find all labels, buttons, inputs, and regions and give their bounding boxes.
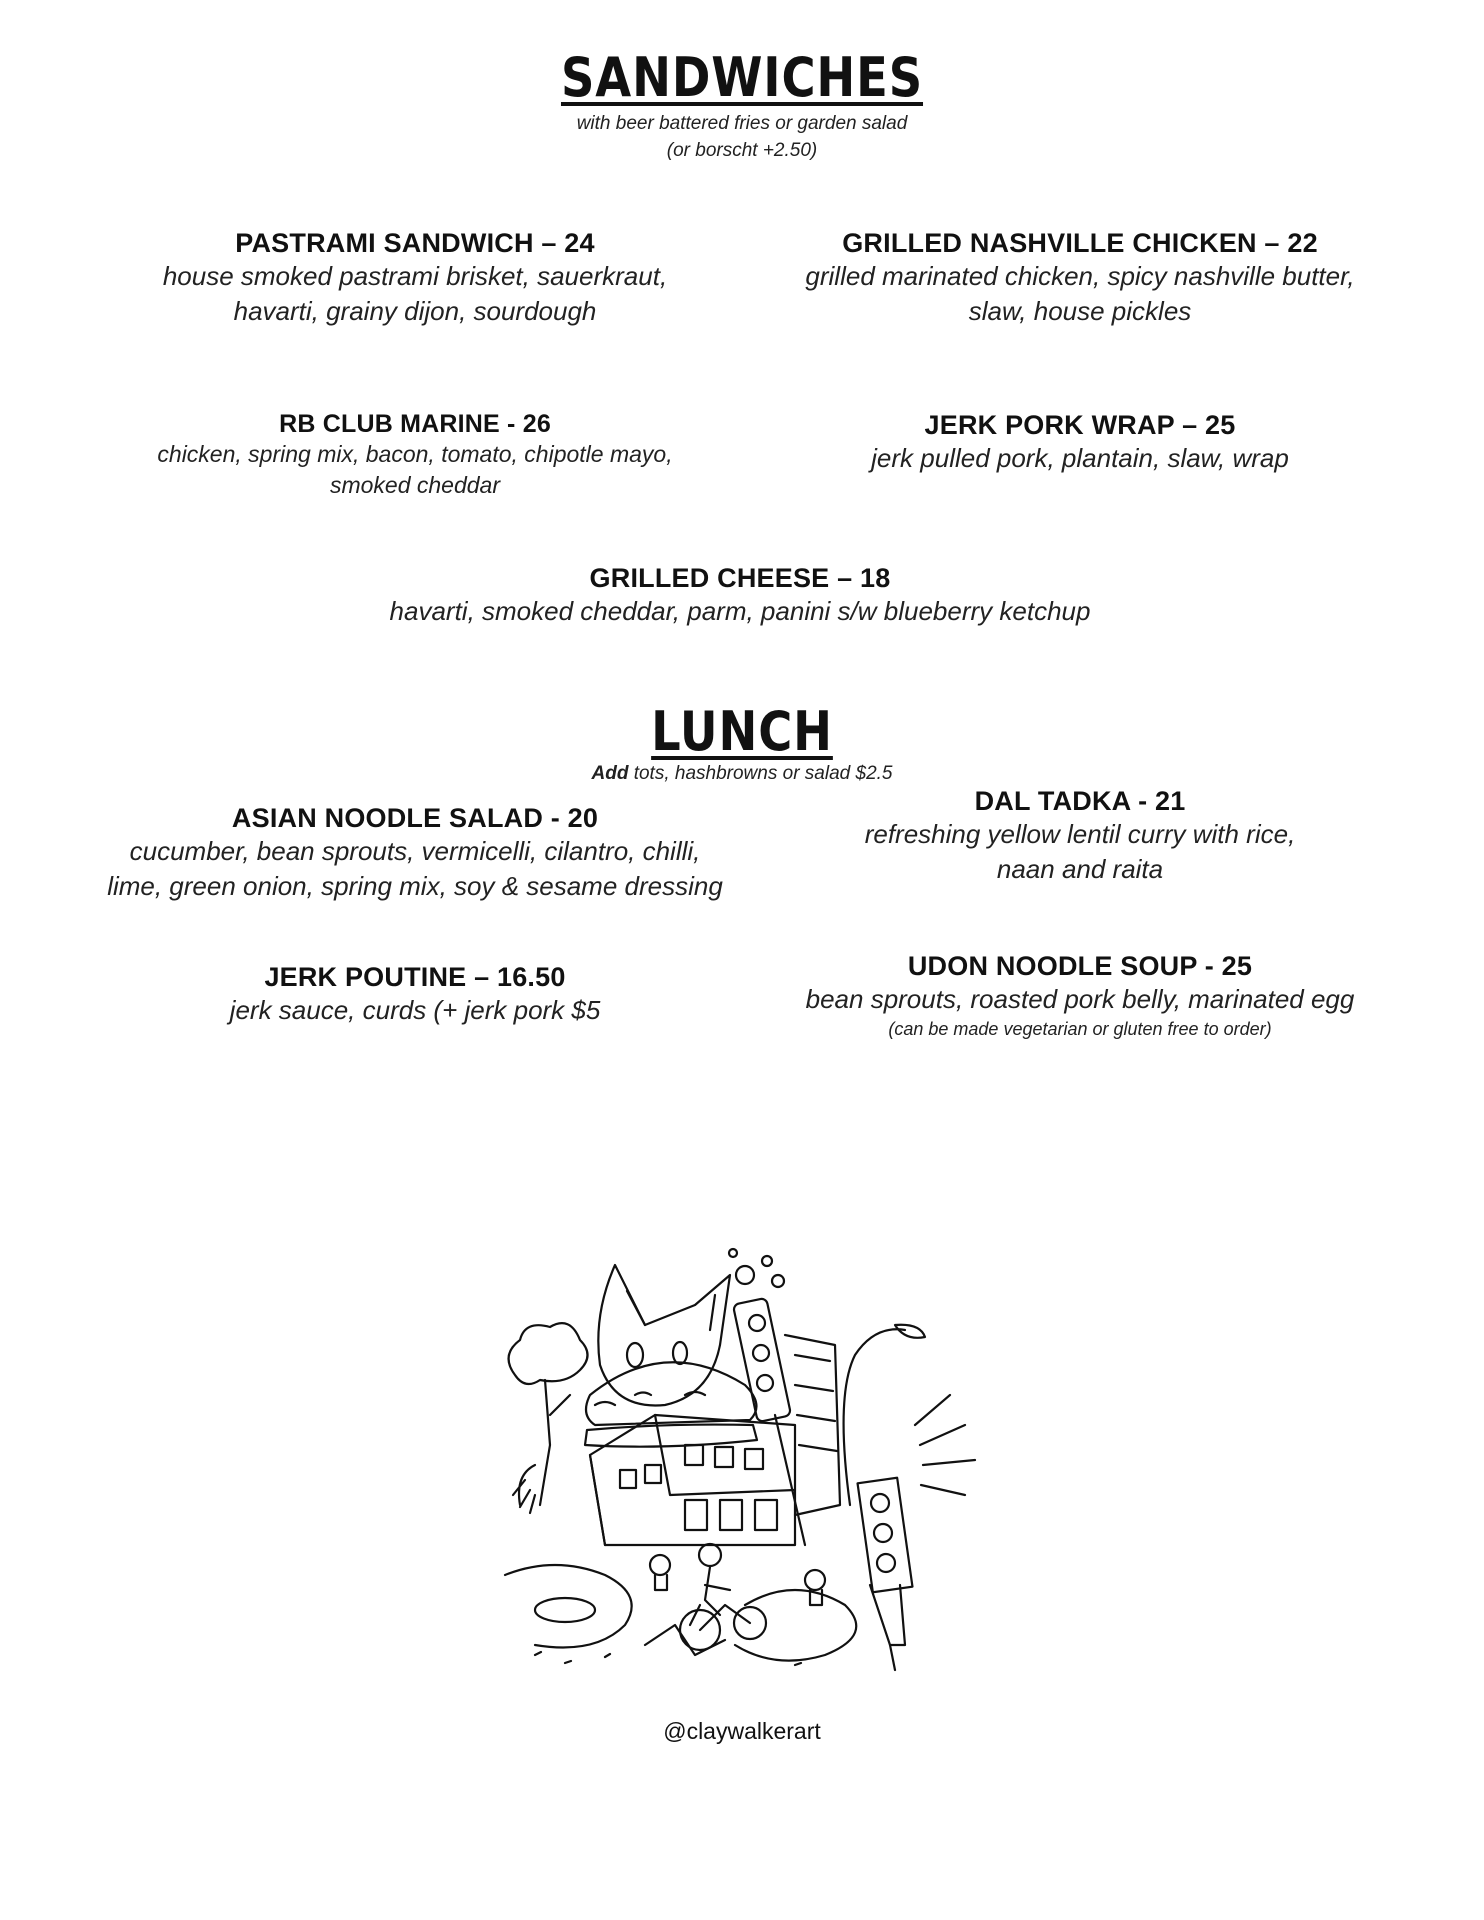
- item-desc: havarti, grainy dijon, sourdough: [233, 296, 597, 326]
- item-name: GRILLED NASHVILLE CHICKEN – 22: [842, 228, 1318, 258]
- sandwiches-subtitle-1: with beer battered fries or garden salad: [576, 113, 908, 134]
- add-bold: Add: [591, 763, 629, 784]
- item-desc: jerk pulled pork, plantain, slaw, wrap: [871, 443, 1289, 473]
- menu-item-jerk-poutine: [95, 962, 735, 1028]
- menu-item-pastrami: [95, 228, 735, 329]
- city-illustration: [495, 1245, 995, 1675]
- item-name: ASIAN NOODLE SALAD - 20: [231, 803, 599, 833]
- sandwiches-heading: SANDWICHES: [560, 46, 924, 109]
- item-desc: havarti, smoked cheddar, parm, panini s/w blueberry ketchup: [389, 596, 1091, 626]
- menu-item-nashville-chicken: [760, 228, 1400, 329]
- menu-item-asian-noodle-salad: [95, 803, 735, 904]
- add-rest: tots, hashbrowns or salad $2.5: [628, 763, 893, 784]
- menu-item-jerk-pork-wrap: [760, 410, 1400, 476]
- item-desc: refreshing yellow lentil curry with rice,: [864, 819, 1296, 849]
- item-name: RB CLUB MARINE - 26: [279, 410, 551, 438]
- item-name: JERK PORK WRAP – 25: [924, 410, 1236, 440]
- item-desc: house smoked pastrami brisket, sauerkraut,: [162, 261, 668, 291]
- item-desc: cucumber, bean sprouts, vermicelli, cilantro, chilli,: [129, 836, 701, 866]
- item-desc: chicken, spring mix, bacon, tomato, chipotle mayo,: [157, 441, 673, 467]
- item-name: DAL TADKA - 21: [974, 786, 1186, 816]
- item-desc: slaw, house pickles: [968, 296, 1192, 326]
- item-desc: smoked cheddar: [329, 472, 501, 498]
- artist-credit: @claywalkerart: [663, 1718, 821, 1744]
- item-desc: lime, green onion, spring mix, soy & sesame dressing: [107, 871, 723, 901]
- lunch-add-note: [0, 763, 1484, 785]
- menu-item-udon-noodle-soup: [760, 951, 1400, 1040]
- item-note: (can be made vegetarian or gluten free to order): [888, 1019, 1272, 1039]
- item-name: GRILLED CHEESE – 18: [589, 563, 891, 593]
- lunch-heading: LUNCH: [651, 700, 833, 763]
- menu-item-club-marine: [95, 410, 735, 501]
- item-name: UDON NOODLE SOUP - 25: [907, 951, 1253, 981]
- item-desc: grilled marinated chicken, spicy nashville butter,: [805, 261, 1355, 291]
- sandwiches-subtitle-2: (or borscht +2.50): [666, 140, 818, 161]
- item-name: JERK POUTINE – 16.50: [264, 962, 566, 992]
- item-desc: naan and raita: [996, 854, 1164, 884]
- menu-item-grilled-cheese: [240, 563, 1240, 629]
- item-desc: jerk sauce, curds (+ jerk pork $5: [229, 995, 601, 1025]
- item-name: PASTRAMI SANDWICH – 24: [235, 228, 595, 258]
- item-desc: bean sprouts, roasted pork belly, marinated egg: [805, 984, 1355, 1014]
- menu-item-dal-tadka: [760, 786, 1400, 887]
